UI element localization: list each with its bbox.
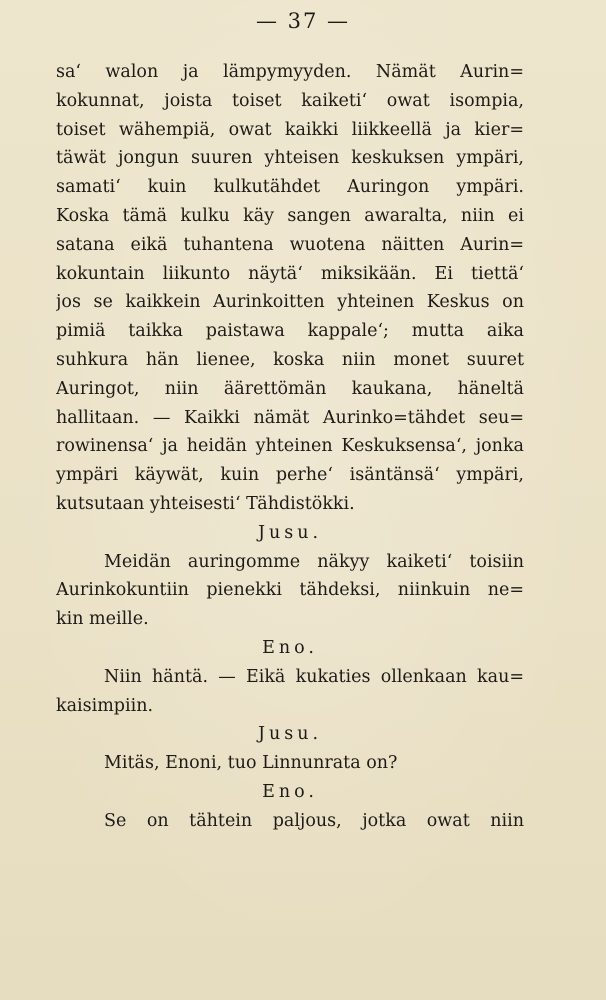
speaker-heading: Jusu. [257, 724, 323, 745]
text-line: jos se kaikkein Aurinkoitten yhteinen Keskus on [56, 292, 524, 313]
text-line: Meidän auringomme näkyy kaiketi‘ toisiin [104, 551, 524, 572]
text-line: samati‘ kuin kulkutähdet Auringon ympäri. [56, 177, 524, 198]
text-line: toiset wähempiä, owat kaikki liikkeellä ja kier= [56, 119, 524, 140]
text-line: Koska tämä kulku käy sangen awaralta, niin ei [56, 205, 524, 226]
text-line: hallitaan. — Kaikki nämät Aurinko=tähdet seu= [56, 407, 524, 428]
text-line: ympäri käywät, kuin perhe‘ isäntänsä‘ ympäri, [56, 465, 524, 486]
text-line: Mitäs, Enoni, tuo Linnunrata on? [104, 753, 398, 774]
text-line: Auringot, niin äärettömän kaukana, häneltä [56, 378, 524, 399]
text-line: rowinensa‘ ja heidän yhteinen Keskuksensa‘, jonka [56, 436, 524, 457]
text-line: kaisimpiin. [56, 695, 154, 716]
speaker-heading: Eno. [262, 637, 318, 658]
speaker-heading: Jusu. [257, 522, 323, 543]
page-body [56, 58, 524, 836]
text-line: Niin häntä. — Eikä kukaties ollenkaan kau= [104, 666, 524, 687]
speaker-heading: Eno. [262, 781, 318, 802]
text-line: kutsutaan yhteisesti‘ Tähdistökki. [56, 493, 355, 514]
text-line: pimiä taikka paistawa kappale‘; mutta aika [56, 321, 524, 342]
text-line: Aurinkokuntiin pienekki tähdeksi, niinkuin ne= [56, 580, 524, 601]
text-line: kin meille. [56, 609, 149, 630]
text-line: Se on tähtein paljous, jotka owat niin [104, 810, 524, 831]
text-line: satana eikä tuhantena wuotena näitten Aurin= [56, 234, 524, 255]
page-number-header: — 37 — [255, 9, 351, 33]
text-line: kokuntain liikunto näytä‘ miksikään. Ei tiettä‘ [56, 263, 524, 284]
text-line: sa‘ walon ja lämpymyyden. Nämät Aurin= [56, 62, 524, 82]
text-line: suhkura hän lienee, koska niin monet suuret [56, 349, 524, 370]
text-line: kokunnat, joista toiset kaiketi‘ owat isompia, [56, 90, 524, 111]
text-line: täwät jongun suuren yhteisen keskuksen ympäri, [56, 148, 524, 169]
